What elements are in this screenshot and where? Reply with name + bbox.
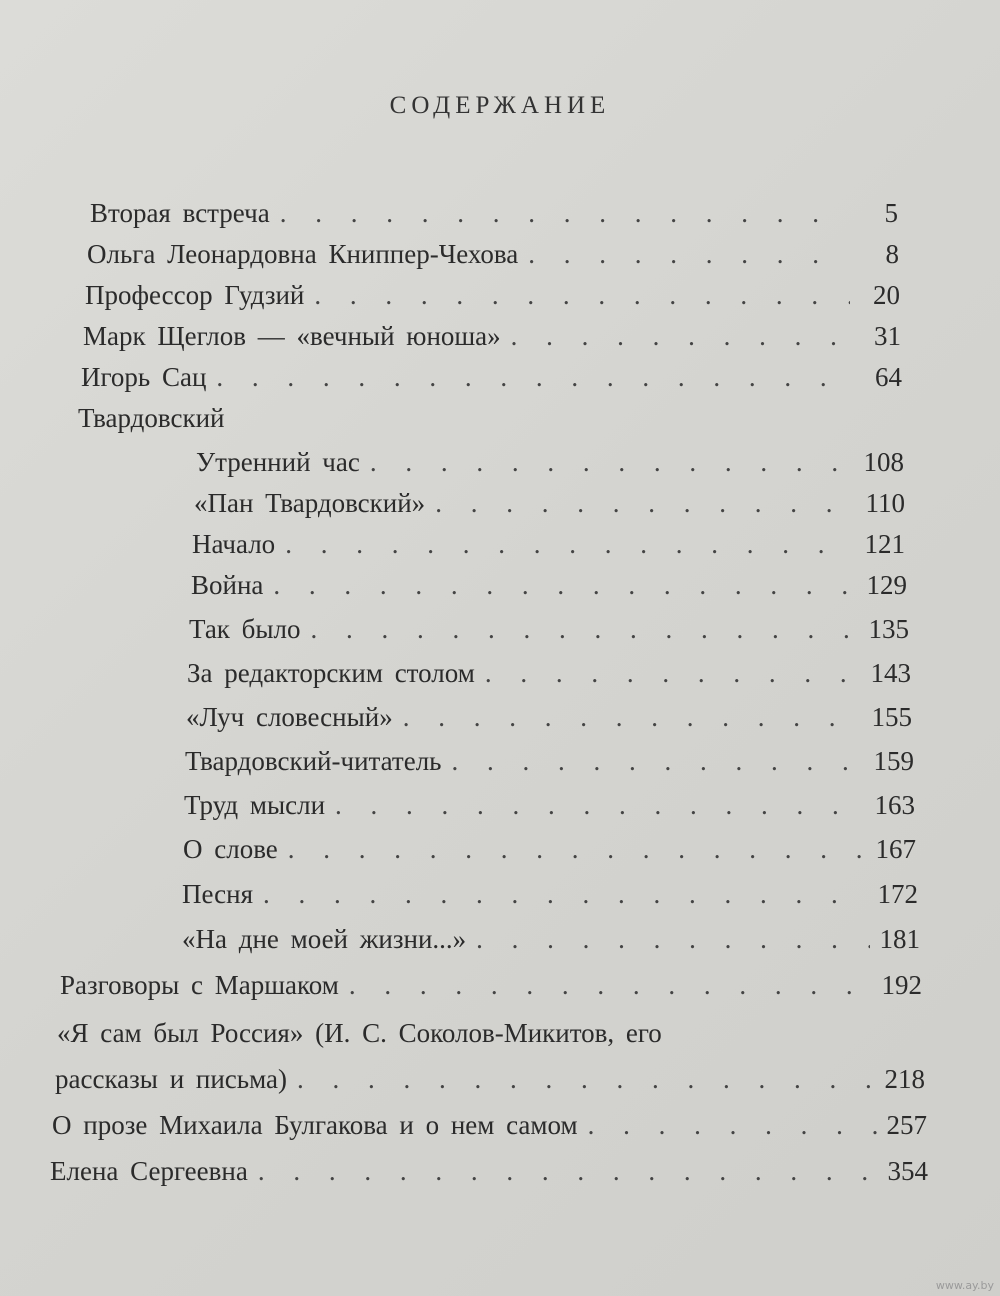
leader-dots [288, 834, 866, 865]
toc-entry-page: 181 [879, 924, 920, 954]
leader-dots [285, 529, 854, 560]
toc-subentry [186, 702, 912, 742]
toc-entry-title: О слове [183, 834, 278, 864]
toc-entry [57, 1018, 837, 1058]
toc-entry-title: Ольга Леонардовна Книппер-Чехова [87, 239, 519, 269]
leader-dots [311, 614, 859, 645]
toc-entry-page: 192 [881, 970, 922, 1000]
toc-subentry [187, 658, 911, 698]
leader-dots [263, 879, 867, 910]
toc-subentry [184, 790, 915, 830]
toc-subentry [183, 834, 916, 874]
leader-dots [485, 658, 861, 689]
toc-entry-page: 129 [866, 570, 907, 600]
toc-entry-title: За редакторским столом [187, 658, 475, 688]
toc-entry-title: Марк Щеглов — «вечный юноша» [83, 321, 501, 351]
toc-entry-title: Так было [189, 614, 301, 644]
toc-entry-page: 64 [875, 362, 902, 392]
toc-entry-title: Игорь Сац [81, 362, 207, 392]
toc-subentry [192, 529, 905, 569]
toc-entry [50, 1156, 928, 1196]
toc-entry-title: Елена Сергеевна [50, 1156, 248, 1186]
toc-entry-page: 121 [864, 529, 905, 559]
toc-entry-page: 218 [884, 1064, 925, 1094]
toc-entry [60, 970, 922, 1010]
toc-entry [90, 198, 898, 238]
toc-entry-page: 143 [870, 658, 911, 688]
toc-entry-page: 172 [877, 879, 918, 909]
toc-entry-title: Песня [182, 879, 254, 909]
toc-entry-title: Твардовский [78, 403, 225, 433]
toc-entry-page: 155 [871, 702, 912, 732]
toc-entry-title: Труд мысли [184, 790, 326, 820]
toc-entry-title: Начало [192, 529, 276, 559]
page-title: СОДЕРЖАНИЕ [389, 92, 611, 119]
toc-entry-page: 110 [865, 488, 905, 518]
toc-subentry [191, 570, 907, 610]
leader-dots [349, 970, 872, 1001]
toc-entry-page: 5 [884, 198, 898, 228]
toc-entry-page: 163 [874, 790, 915, 820]
toc-entry-title: «На дне моей жизни...» [182, 924, 467, 954]
toc-section-heading [78, 403, 902, 443]
leader-dots [297, 1064, 875, 1095]
toc-entry-title: рассказы и письма) [55, 1064, 287, 1094]
toc-entry [81, 362, 902, 402]
leader-dots [403, 702, 862, 733]
leader-dots [216, 362, 852, 393]
watermark: www.ay.by [935, 1279, 994, 1292]
leader-dots [452, 746, 864, 777]
toc-entry [87, 239, 899, 279]
toc-entry-page: 8 [885, 239, 899, 269]
toc-entry [85, 280, 900, 320]
toc-entry-page: 31 [874, 321, 901, 351]
leader-dots [314, 280, 850, 311]
leader-dots [528, 239, 849, 270]
toc-entry-page: 159 [873, 746, 914, 776]
toc-entry-title: Разговоры с Маршаком [60, 970, 339, 1000]
leader-dots [511, 321, 851, 352]
toc-subentry [194, 488, 905, 528]
toc-entry-page: 354 [887, 1156, 928, 1186]
toc-entry-title: «Луч словесный» [186, 702, 393, 732]
toc-subentry [185, 746, 914, 786]
leader-dots [588, 1110, 877, 1141]
leader-dots [370, 447, 854, 478]
toc-entry-title: Утренний час [196, 447, 360, 477]
toc-entry-title: Профессор Гудзий [85, 280, 305, 310]
toc-entry-title: «Я сам был Россия» (И. С. Соколов-Микитов, его [57, 1018, 662, 1048]
toc-entry-page: 167 [875, 834, 916, 864]
leader-dots [435, 488, 855, 519]
toc-entry-title: Война [191, 570, 264, 600]
toc-entry-page: 20 [873, 280, 900, 310]
leader-dots [273, 570, 856, 601]
toc-subentry [189, 614, 909, 654]
toc-entry-page: 257 [886, 1110, 927, 1140]
toc-entry-title: О прозе Михаила Булгакова и о нем самом [52, 1110, 578, 1140]
toc-entry [83, 321, 901, 361]
toc-entry-title: «Пан Твардовский» [194, 488, 426, 518]
leader-dots [280, 198, 848, 229]
toc-entry-title: Вторая встреча [90, 198, 270, 228]
toc-subentry [196, 447, 904, 487]
toc-entry-page: 135 [868, 614, 909, 644]
toc-subentry [182, 924, 920, 964]
toc-entry-page: 108 [863, 447, 904, 477]
leader-dots [335, 790, 864, 821]
toc-entry [52, 1110, 927, 1150]
toc-entry [55, 1064, 925, 1104]
leader-dots [476, 924, 869, 955]
toc-subentry [182, 879, 918, 919]
toc-entry-title: Твардовский-читатель [185, 746, 442, 776]
leader-dots [258, 1156, 878, 1187]
